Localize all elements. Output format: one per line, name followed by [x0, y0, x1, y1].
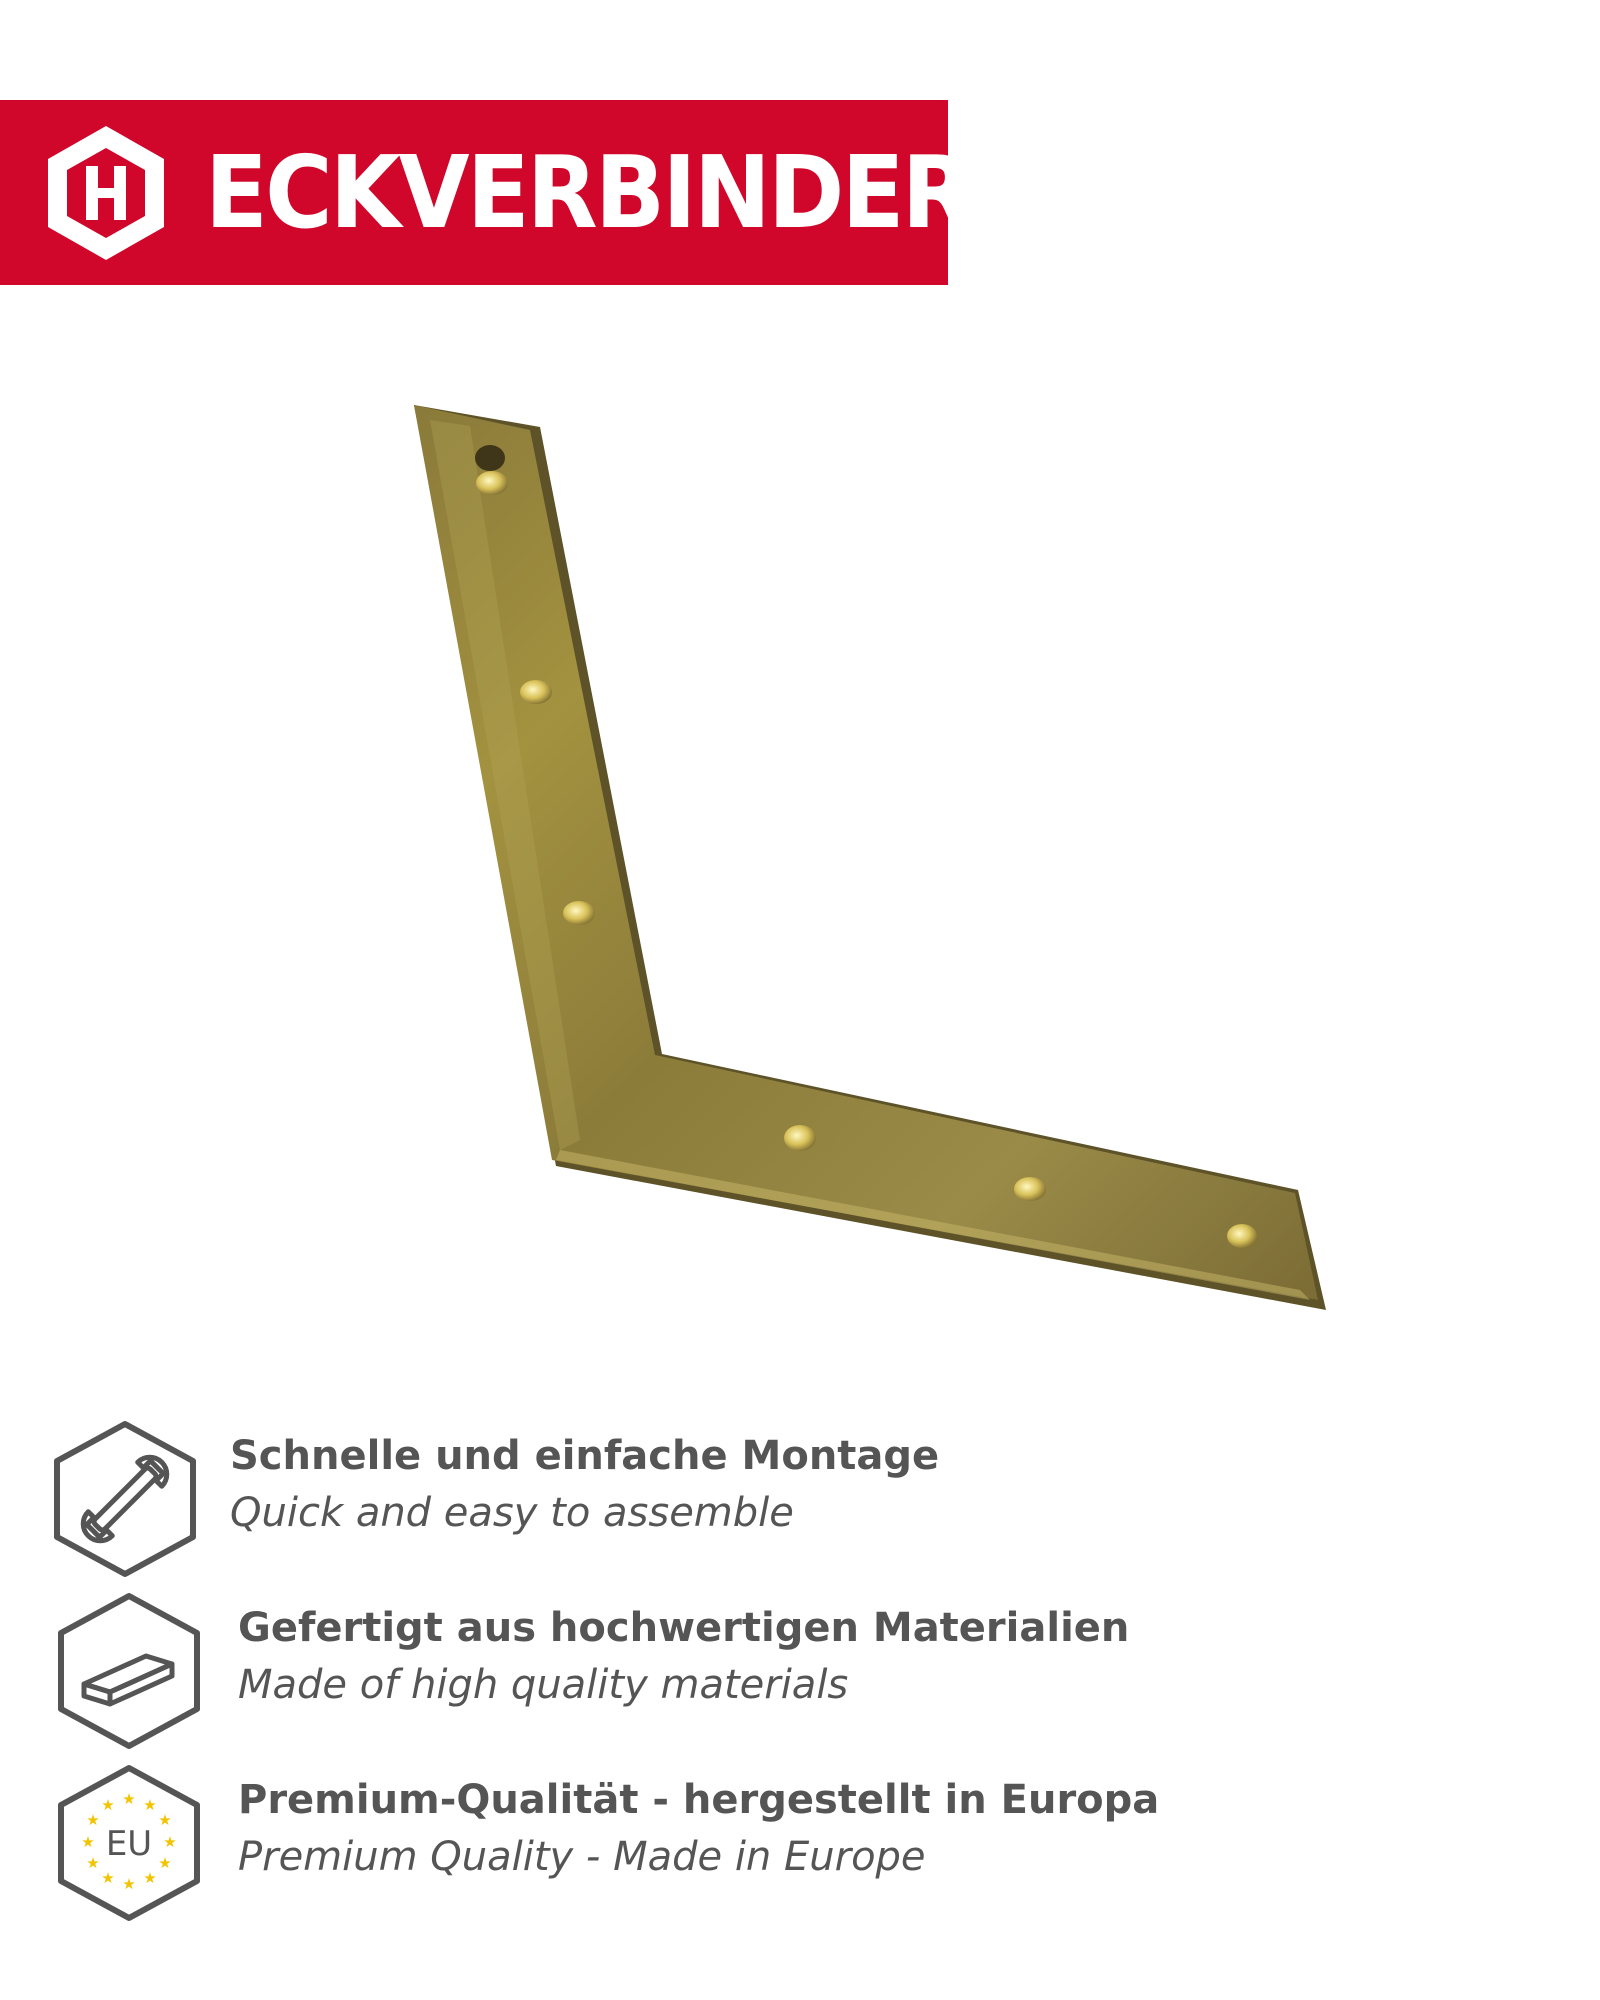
svg-text:★: ★: [86, 1854, 100, 1872]
svg-text:★: ★: [122, 1875, 136, 1893]
wrench-icon: [50, 1420, 200, 1578]
feature-row-made-in-europe: [0, 1764, 1600, 1924]
feature-subtitle: Quick and easy to assemble: [230, 1490, 794, 1536]
svg-text:★: ★: [143, 1796, 157, 1814]
svg-text:★: ★: [163, 1833, 177, 1851]
svg-text:★: ★: [158, 1811, 172, 1829]
feature-row-materials: [0, 1592, 1600, 1752]
eu-stars-icon: [54, 1764, 204, 1922]
feature-text: [238, 1772, 1159, 1886]
feature-title: Premium-Qualität - hergestellt in Europa: [238, 1777, 1160, 1823]
svg-text:★: ★: [101, 1869, 115, 1887]
svg-text:★: ★: [101, 1796, 115, 1814]
svg-text:★: ★: [86, 1811, 100, 1829]
feature-subtitle: Premium Quality - Made in Europe: [238, 1834, 926, 1880]
feature-text: [238, 1600, 1129, 1714]
feature-text: [230, 1428, 939, 1542]
svg-text:★: ★: [81, 1833, 95, 1851]
eu-badge-text: EU: [105, 1824, 153, 1864]
svg-text:★: ★: [122, 1790, 136, 1808]
feature-row-assembly: [0, 1420, 1600, 1580]
material-plank-icon: [54, 1592, 204, 1750]
feature-subtitle: Made of high quality materials: [238, 1662, 849, 1708]
page-title: ECKVERBINDER: [205, 134, 970, 251]
feature-title: Schnelle und einfache Montage: [230, 1433, 940, 1479]
svg-text:★: ★: [158, 1854, 172, 1872]
svg-text:★: ★: [143, 1869, 157, 1887]
feature-title: Gefertigt aus hochwertigen Materialien: [238, 1605, 1130, 1651]
